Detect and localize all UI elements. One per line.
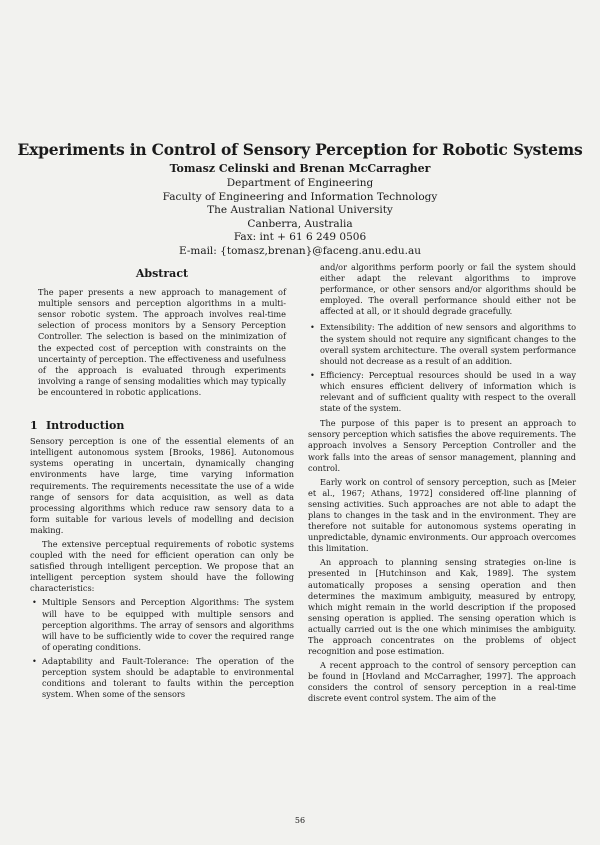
abstract-text: The paper presents a new approach to management of multiple sensors and perception algorithms in a multi-sensor robotic system. The approach involves real-time selection of process monitors by a Sensory Perception Controller. The selection is based on the minimization of the expected cost of perception with constraints on the uncertainty of perception. The effectiveness and usefulness of the approach is evaluated through experiments involving a range of sensing modalities which may typically be encountered in robotic applications. — [38, 287, 286, 397]
affiliation-email: E-mail: {tomasz,brenan}@faceng.anu.edu.au — [178, 244, 422, 257]
left-column — [30, 262, 294, 704]
paragraph: Sensory perception is one of the essential elements of an intelligent autonomous system [Brooks, 1986]. Autonomous systems operating in uncertain, dynamically changing environments have large, time varying information requirements. The requirements necessitate the use of a wide range of sensors for data acquisition, as well as data processing algorithms which reduce raw sensory data to a form suitable for various levels of modelling and decision making. — [30, 436, 294, 535]
authors: Tomasz Celinski and Brenan McCarragher — [169, 162, 431, 175]
bullet-icon: • — [32, 597, 37, 608]
affiliation-faculty: Faculty of Engineering and Information Technology — [162, 190, 438, 203]
affiliation-fax: Fax: int + 61 6 249 0506 — [233, 231, 367, 244]
bullet-icon: • — [310, 322, 315, 333]
abstract-heading: Abstract — [135, 267, 189, 280]
right-column — [308, 262, 576, 708]
list-item: • Extensibility: The addition of new sensors and algorithms to the system should not require any significant changes to the overall system architecture. The overall system performance should not decrease as a result of an addition. — [310, 322, 576, 366]
section-heading-introduction — [30, 420, 294, 431]
section-title: Introduction — [46, 419, 125, 433]
page-number: 56 — [294, 816, 306, 825]
characteristics-list-continued — [308, 322, 576, 414]
bullet-continuation: and/or algorithms perform poorly or fail the system should either adapt the relevant algorithms to improve performance, or other sensors and/or algorithms should be employed. The overall performance should either not be affected at all, or it should degrade gracefully. — [320, 262, 576, 317]
affiliation-department: Department of Engineering — [226, 177, 374, 189]
section-number: 1 — [30, 419, 38, 433]
paragraph: The purpose of this paper is to present an approach to sensory perception which satisfies the above requirements. The approach involves a Sensory Perception Controller and the work falls into the areas of sensor management, planning and control. — [308, 418, 576, 473]
bullet-icon: • — [310, 369, 315, 380]
affiliation-city: Canberra, Australia — [247, 217, 353, 230]
paper-title: Experiments in Control of Sensory Perception for Robotic Systems — [17, 140, 583, 159]
list-item: • Efficiency: Perceptual resources should be used in a way which ensures efficient delivery of information which is relevant and of sufficient quality with respect to the overall state of the system. — [310, 369, 576, 414]
paragraph: Early work on control of sensory perception, such as [Meier et al., 1967; Athans, 1972] considered off-line planning of sensing activities. Such approaches are not able to adapt the plans to changes in the task and in the environment. They are therefore not suitable for autonomous systems operating in unpredictable, dynamic environments. Our approach overcomes this limitation. — [308, 476, 576, 554]
list-item: • Multiple Sensors and Perception Algorithms: The system will have to be equipped with multiple sensors and perception algorithms. The array of sensors and algorithms will have to be sufficiently wide to cover the required range of operating conditions. — [32, 597, 294, 652]
paragraph: An approach to planning sensing strategies on-line is presented in [Hutchinson and Kak, 1989]. The system automatically proposes a sensing operation and then determines the maximum ambiguity, measured by entropy, which might remain in the world description if the proposed sensing operation is applied. The sensing operation which is actually carried out is the one which minimises the ambiguity. The approach concentrates on the problems of object recognition and pose estimation. — [308, 557, 576, 657]
affiliation-university: The Australian National University — [207, 204, 393, 217]
paragraph: A recent approach to the control of sensory perception can be found in [Hovland and McCarragher, 1997]. The approach considers the control of sensory perception in a real-time discrete event control system. The aim of the — [308, 660, 576, 704]
paragraph: The extensive perceptual requirements of robotic systems coupled with the need for efficient operation can only be satisfied through intelligent perception. We propose that an intelligent perception system should have the following characteristics: — [30, 538, 294, 594]
bullet-icon: • — [32, 655, 37, 666]
list-item: • Adaptability and Fault-Tolerance: The operation of the perception system should be adaptable to environmental conditions and tolerant to faults within the perception system. When some of the sensors — [32, 655, 294, 700]
affiliation-block — [0, 177, 600, 259]
characteristics-list — [30, 597, 294, 700]
